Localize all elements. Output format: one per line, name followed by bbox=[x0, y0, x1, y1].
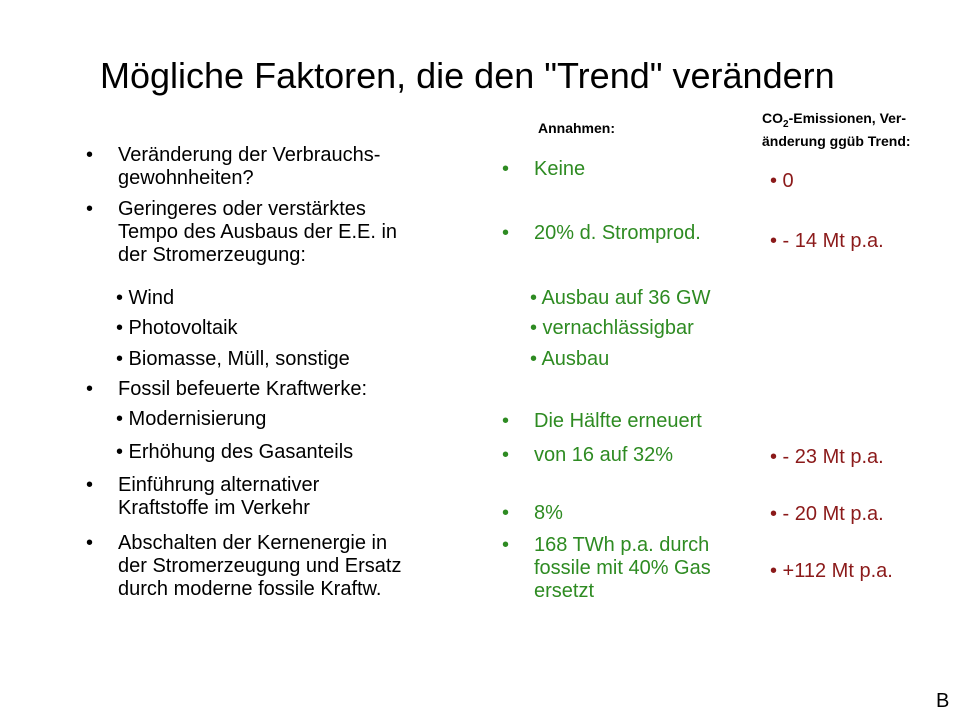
list-item-text: Geringeres oder verstärktes bbox=[118, 198, 366, 220]
assumption-text: fossile mit 40% Gas bbox=[534, 557, 711, 579]
assumption-sub-biomasse: • Ausbau bbox=[530, 348, 610, 370]
sub-item-modernisierung: • Modernisierung bbox=[116, 408, 267, 430]
assumption-text: 168 TWh p.a. durch bbox=[534, 534, 710, 556]
page-title: Mögliche Faktoren, die den "Trend" verändern bbox=[100, 55, 835, 96]
emission-value: • - 20 Mt p.a. bbox=[770, 503, 884, 525]
bullet-icon: • bbox=[502, 410, 510, 432]
list-item-text: Veränderung der Verbrauchs- bbox=[118, 144, 381, 166]
bullet-icon: • bbox=[502, 158, 510, 180]
bullet-icon: • bbox=[502, 444, 510, 466]
bullet-icon: • bbox=[86, 474, 94, 496]
emissions-header-line2: änderung ggüb Trend: bbox=[762, 132, 911, 149]
list-item-text: Fossil befeuerte Kraftwerke: bbox=[118, 378, 367, 400]
emissions-header-rest: -Emissionen, Ver- bbox=[788, 110, 907, 126]
list-item-text: gewohnheiten? bbox=[118, 167, 254, 189]
sub-item-wind: • Wind bbox=[116, 287, 175, 309]
list-item-text: Einführung alternativer bbox=[118, 474, 320, 496]
bullet-icon: • bbox=[502, 502, 510, 524]
sub-item-gasanteil: • Erhöhung des Gasanteils bbox=[116, 441, 354, 463]
list-item-text: der Stromerzeugung: bbox=[118, 244, 306, 266]
bullet-icon: • bbox=[86, 144, 94, 166]
bullet-icon: • bbox=[86, 198, 94, 220]
emissions-header-co: CO bbox=[762, 110, 783, 126]
bullet-icon: • bbox=[86, 532, 94, 554]
assumption-text: Die Hälfte erneuert bbox=[534, 410, 702, 432]
emissions-header-subscript: 2 bbox=[783, 118, 789, 130]
assumption-text: 8% bbox=[534, 502, 563, 524]
assumption-text: ersetzt bbox=[534, 580, 595, 602]
emission-value: • 0 bbox=[770, 170, 794, 192]
list-item-text: durch moderne fossile Kraftw. bbox=[118, 578, 382, 600]
assumption-sub-wind: • Ausbau auf 36 GW bbox=[530, 287, 711, 309]
list-item-text: Tempo des Ausbaus der E.E. in bbox=[118, 221, 398, 243]
bullet-icon: • bbox=[502, 534, 510, 556]
bullet-icon: • bbox=[502, 222, 510, 244]
bullet-icon: • bbox=[86, 378, 94, 400]
emission-value: • +112 Mt p.a. bbox=[770, 560, 893, 582]
sub-item-biomasse: • Biomasse, Müll, sonstige bbox=[116, 348, 350, 370]
assumption-text: von 16 auf 32% bbox=[534, 444, 673, 466]
emission-value: • - 14 Mt p.a. bbox=[770, 230, 884, 252]
list-item-text: Kraftstoffe im Verkehr bbox=[118, 497, 310, 519]
list-item-text: der Stromerzeugung und Ersatz bbox=[118, 555, 402, 577]
sub-item-photovoltaik: • Photovoltaik bbox=[116, 317, 238, 339]
slide-marker: B bbox=[936, 690, 950, 712]
emissions-header bbox=[762, 110, 911, 150]
assumption-text: Keine bbox=[534, 158, 586, 180]
list-item-text: Abschalten der Kernenergie in bbox=[118, 532, 388, 554]
assumption-text: 20% d. Stromprod. bbox=[534, 222, 701, 244]
annahmen-header: Annahmen: bbox=[538, 120, 615, 136]
assumption-sub-photovoltaik: • vernachlässigbar bbox=[530, 317, 694, 339]
emission-value: • - 23 Mt p.a. bbox=[770, 446, 884, 468]
